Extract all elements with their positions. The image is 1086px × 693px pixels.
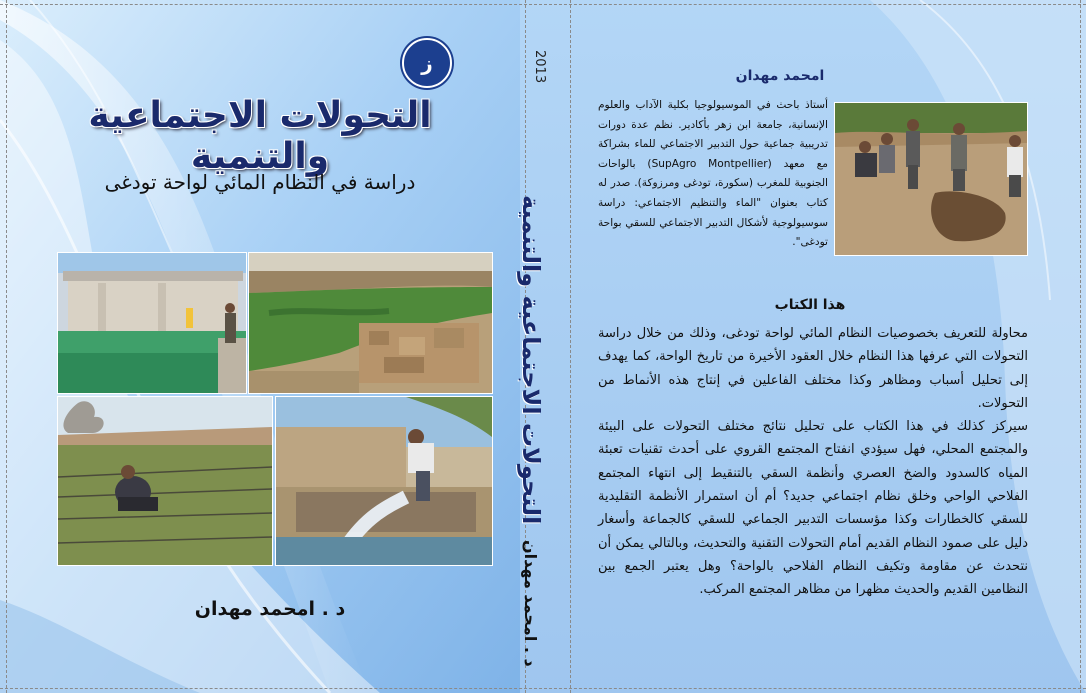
publisher-logo: ﺯ — [402, 38, 452, 88]
trim-line-right — [1080, 0, 1081, 693]
description-paragraph: محاولة للتعريف بخصوصيات النظام المائي لواحة تودغى، وذلك من خلال دراسة التحولات التي عرفها هذا النظام خلال العقود الأخيرة من تاريخ الواحة، كما يهدف إلى تحليل أسباب ومظاهر وكذا مختلف الفاعلين في إنتاج هذه الأنماط من التحولات. — [598, 326, 1028, 411]
photo-author-field — [834, 102, 1028, 256]
section-heading: هذا الكتاب — [774, 297, 846, 313]
front-title: التحولات الاجتماعية والتنمية — [88, 95, 432, 177]
front-author: د . امحمد مهدان — [194, 598, 346, 620]
description-paragraph: سيركز كذلك في هذا الكتاب على تحليل نتائج مختلف التحولات على البيئة والمجتمع المحلي، فهل سيؤدي انفتاح المجتمع القروي على أحدث تقنيات تعبئة المياه كالسدود والضخ العصري وأنظمة السقي بالتنقيط إلى انتهاء المجتمع الفلاحي الواحي وخلق نظام اجتماعي جديد؟ أم أن استمرار الأنظمة التقليدية للسقي كالخطارات وكذا مؤسسات التدبير الجماعي للسقي كالجماعة وأسغار دليل على صمود النظام القديم أمام التحولات التقنية والتحديث، وبالتالي يمكن أن نتحدث عن مقاومة وتكيف النظام الفلاحي بالواحة؟ وهل يعتبر الجمع بين النظامين القديم والحديث مظهرا من مظاهر المجتمع المركب. — [598, 419, 1028, 598]
photo-water-basin — [57, 252, 247, 394]
photo-drip-irrigation — [57, 396, 273, 566]
author-bio: أستاذ باحث في الموسيولوجيا بكلية الآداب والعلوم الإنسانية، جامعة ابن زهر بأكادير. نظم عدة دورات تدريبية جماعية حول التدبير الاجتماعي للماء بشراكة مع معهد (SupAgro Montpellier) بالواحات الجنوبية للمغرب (سكورة، تودغى ومرزوكة). صدر له كتاب بعنوان "الماء والتنظيم الاجتماعي: دراسة سوسيولوجية لأشكال التدبير الاجتماعي للسقي بواحة تودغى". — [598, 99, 828, 249]
photo-irrigation-channel — [275, 396, 493, 566]
photo-oasis-village — [248, 252, 493, 394]
book-cover-spread: ﺯ التحولات الاجتماعية والتنمية دراسة في النظام المائي لواحة تودغى د . امحمد مهدان 2013 التحولات الاجتماعية والتنمية د . امحمد مهدان امحمد مهدان أستاذ باحث في الموسيولوجيا بكلية الآداب والعلوم الإنسانية، جامعة ابن زهر بأكادير. نظم عدة دورات تدريبية جماعية حول التدبير الاجتماعي للماء بشراكة مع معهد (SupAgro Montpellier) بالواحات الجنوبية للمغرب (سكورة، تودغى ومرزوكة). صدر له كتاب بعنوان "الماء والتنظيم الاجتماعي: دراسة سوسيولوجية لأشكال التدبير الاجتماعي للسقي بواحة تودغى". هذا الكتاب محاولة للتعريف بخصوصيات النظام المائي لواحة تودغى، وذلك من خلال دراسة التحولات التي عرفها هذا النظام خلال العقود الأخيرة من تاريخ الواحة، كما يهدف إلى تحليل أسباب ومظاهر وكذا مختلف الفاعلين في إنتاج هذه الأنماط من التحولات. سيركز كذلك في هذا الكتاب على تحليل نتائج مختلف التحولات على البيئة والمجتمع المحلي، فهل سيؤدي انفتاح المجتمع القروي على أحدث تقنيات تعبئة المياه كالسدود والضخ العصري وأنظمة السقي بالتنقيط إلى انتهاء المجتمع الفلاحي الواحي وخلق نظام اجتماعي جديد؟ أم أن استمرار الأنظمة التقليدية للسقي كالخطارات وكذا مؤسسات التدبير الجماعي للسقي كالجماعة وأسغار دليل على صمود النظام القديم أمام التحولات التقنية والتحديث، وبالتالي يمكن أن نتحدث عن مقاومة وتكيف النظام الفلاحي بالواحة؟ وهل يعتبر الجمع بين النظامين القديم والحديث مظهرا من مظاهر المجتمع المركب. — [0, 0, 1086, 693]
front-subtitle: دراسة في النظام المائي لواحة تودغى — [104, 170, 416, 194]
front-cover — [0, 0, 520, 693]
book-description — [598, 322, 1028, 602]
spine-year: 2013 — [532, 50, 547, 84]
spine-fold-right — [570, 0, 571, 693]
back-author-name: امحمد مهدان — [735, 68, 825, 84]
